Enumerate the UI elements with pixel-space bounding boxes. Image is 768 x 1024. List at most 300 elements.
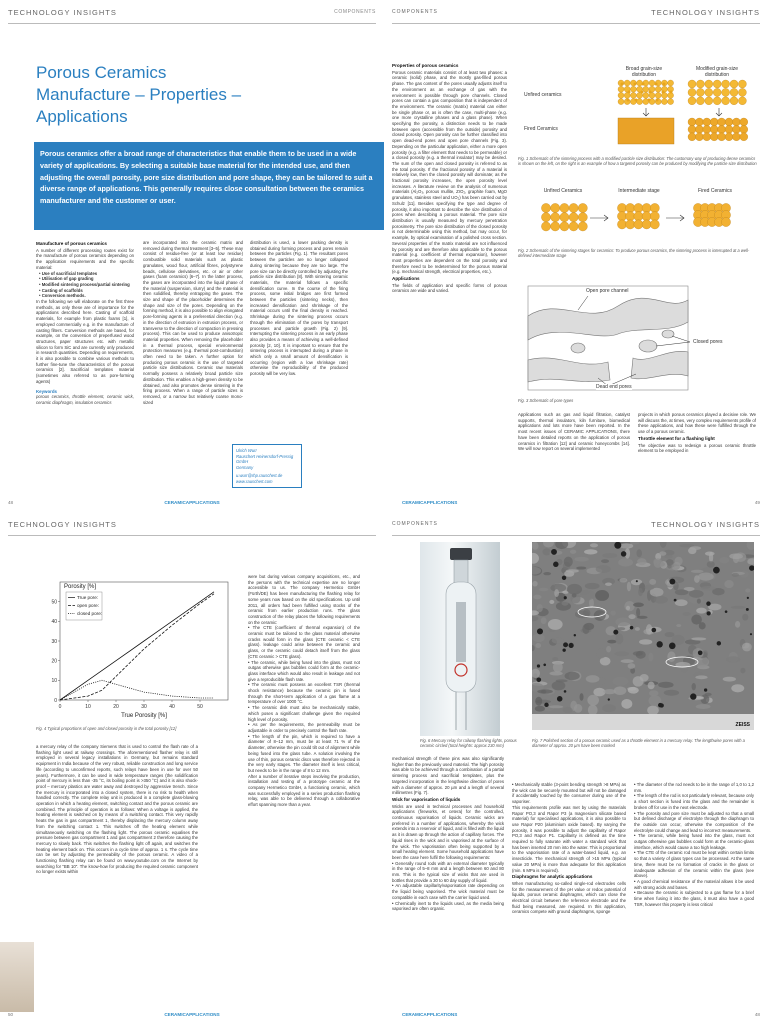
grain-texture xyxy=(658,682,673,688)
pore xyxy=(551,549,557,555)
running-header xyxy=(8,8,376,22)
pore xyxy=(614,542,621,549)
grain xyxy=(642,220,651,229)
grain-texture xyxy=(638,588,643,596)
grain-texture xyxy=(664,690,679,696)
grain-texture xyxy=(543,572,551,575)
y-tick-label: 50 xyxy=(51,599,57,606)
grain-texture xyxy=(626,606,630,611)
label-modified: Modified grain-size distribution xyxy=(696,66,738,78)
fine-particle xyxy=(627,99,630,102)
fine-particle xyxy=(662,91,665,94)
column-3 xyxy=(638,412,756,500)
pore xyxy=(536,677,541,682)
label-broad: Broad grain-size distribution xyxy=(625,66,663,78)
grain-texture xyxy=(619,578,627,583)
paragraph: When manufacturing so-called single-rod electrodes cells for the measurement of the pH value or redox potential of liquids, porous ceramic diaphragms, which can close the electrical circuit between the reference electrode and the fluid being measured, are required. In this application, ceramics compete with ground diaphragms, sponge xyxy=(512,880,626,915)
particle xyxy=(730,97,738,105)
label-open-channel: Open pore channel xyxy=(586,288,629,294)
sem-texture xyxy=(532,542,754,730)
x-tick-label: 30 xyxy=(141,704,147,710)
particle xyxy=(696,88,704,96)
page-footer xyxy=(8,500,376,508)
grain-texture xyxy=(614,651,628,656)
fired-particle xyxy=(688,118,696,126)
header-section: TECHNOLOGY INSIGHTS xyxy=(651,8,760,17)
arrow-icon xyxy=(666,215,684,221)
grain-texture xyxy=(549,671,562,675)
particle xyxy=(688,80,696,88)
grain-texture xyxy=(649,579,656,585)
fired-particle xyxy=(732,133,740,141)
grain-texture xyxy=(532,616,538,622)
grain-texture xyxy=(742,614,748,621)
grain-texture xyxy=(665,632,675,637)
pore xyxy=(704,688,707,691)
porosity-chart xyxy=(36,574,236,724)
fine-particle xyxy=(634,83,637,86)
fired-particle xyxy=(725,118,733,126)
pore xyxy=(563,642,568,647)
list-item: • Generally round rods with an external diameter typically in the range of 5–8 mm and a length between 60 and 80 mm. This is the typical size of wicks that are used in bottles that provide a 30 to 60 day supply of liquid. xyxy=(392,860,504,883)
particle xyxy=(730,80,738,88)
fired-particle xyxy=(695,125,703,133)
grain-texture xyxy=(555,542,568,549)
grain xyxy=(634,220,643,229)
running-header xyxy=(8,520,376,534)
y-tick-label: 0 xyxy=(54,697,57,704)
grain-texture xyxy=(619,543,633,548)
figure-3-caption: Fig. 3 Schematic of pore types xyxy=(518,398,574,403)
grain-texture xyxy=(628,614,635,619)
grain-texture xyxy=(532,634,544,643)
particle xyxy=(705,88,713,96)
particle xyxy=(618,92,624,98)
footer-magazine: CERAMICAPPLICATIONS xyxy=(402,1012,458,1017)
paragraph: mechanical strength of these pins was also significantly higher than the previously used material. The high porosity was able to be achieved through a combination of a partial sintering process and sacrificial templates, plus the targeted incorporation in the lengthwise direction of pores with a diameter of approx. 20 µm and a length of several millimetres (Fig. 7). xyxy=(392,756,504,796)
title-line-2: Manufacture – Properties – xyxy=(36,85,242,104)
pore xyxy=(608,698,610,700)
pore xyxy=(636,580,638,582)
pore xyxy=(747,597,749,599)
grain-texture xyxy=(701,586,716,591)
grain-texture xyxy=(637,616,648,619)
grain-texture xyxy=(594,610,606,621)
list-item: • Because the ceramic is subjected to a gas flame for a brief time when fusing it into the glass, it must also have a good TSR, however this property is less critical xyxy=(634,890,754,907)
grain-texture xyxy=(732,573,739,577)
y-tick-label: 20 xyxy=(51,658,57,665)
y-tick-label: 40 xyxy=(51,619,57,626)
grain-texture xyxy=(731,684,744,692)
grain-texture xyxy=(535,706,545,712)
pore xyxy=(543,663,546,666)
fired-particle xyxy=(725,133,733,141)
list-item: • Use of sacrificial templates xyxy=(39,270,98,276)
pore xyxy=(564,690,567,693)
grain-texture xyxy=(542,548,550,555)
pore xyxy=(562,648,565,651)
pore xyxy=(574,634,576,636)
grain-texture xyxy=(636,608,640,617)
grain-texture xyxy=(564,557,573,567)
grain-texture xyxy=(574,704,582,713)
grain xyxy=(560,213,569,222)
column-2 xyxy=(143,240,243,498)
grain-texture xyxy=(689,590,704,598)
grain-texture xyxy=(731,606,746,609)
grain-texture xyxy=(535,643,541,648)
header-section: TECHNOLOGY INSIGHTS xyxy=(651,520,760,529)
y-axis-label: Porosity [%] xyxy=(64,584,97,590)
grain-texture xyxy=(648,682,655,690)
grain-texture xyxy=(588,705,598,716)
grain xyxy=(634,203,643,212)
sem-brand: ZEISS xyxy=(735,722,750,728)
list-item: • Utilisation of gap grading xyxy=(39,276,94,282)
grain-texture xyxy=(735,621,740,628)
header-rule xyxy=(392,23,760,24)
particle xyxy=(637,99,643,105)
particle xyxy=(722,97,730,105)
grain xyxy=(560,203,569,212)
grain xyxy=(626,220,635,229)
grain-texture xyxy=(627,687,636,691)
fired-particle xyxy=(732,125,740,133)
x-axis-label: True Porosity [%] xyxy=(121,713,167,719)
list-item: • The ceramic must possess an excellent TSR (thermal shock resistance) because the ceramic pin is fused through the short-term application of a gas flame at a temperature of over 1000 °C. xyxy=(248,682,360,705)
figure-4-chart xyxy=(36,574,236,724)
grain-texture xyxy=(553,662,563,673)
page-footer xyxy=(392,500,760,508)
list-item: • Chemically inert to the liquids used, as the media being vaporised are often organic. xyxy=(392,900,504,912)
particle xyxy=(713,97,721,105)
y-tick-label: 10 xyxy=(51,678,57,685)
x-tick-label: 20 xyxy=(113,704,119,710)
particle xyxy=(643,92,649,98)
paragraph: projects in which porous ceramics played a decisive role. We will discuss the, at times, very complex requirements profile of these applications, and how these were fulfilled through the use of a porous ceramic. xyxy=(638,412,756,435)
pore xyxy=(746,608,749,611)
pore xyxy=(749,565,754,570)
pore xyxy=(706,601,710,605)
list-item: • The porosity and pore size must be adjusted so that a small but defined discharge of electrolyte through the diaphragm to the outside can occur, otherwise the composition of the electrolyte could change and lead to incorrect measurements. xyxy=(634,810,754,833)
grain-texture xyxy=(602,553,617,558)
grain xyxy=(541,213,550,222)
grain-texture xyxy=(552,681,566,690)
author-company: Rauschert Heinersdorf-Pressig GmbH xyxy=(236,453,294,464)
section-heading: Applications xyxy=(392,276,420,282)
column-1 xyxy=(36,744,198,1012)
grain-texture xyxy=(567,584,582,595)
fine-particle xyxy=(656,99,659,102)
particle xyxy=(630,86,636,92)
fired-particle xyxy=(695,118,703,126)
grain-texture xyxy=(659,551,666,555)
grain-texture xyxy=(667,564,671,569)
author-box xyxy=(232,444,302,488)
grain-texture xyxy=(745,588,750,592)
grain-texture xyxy=(562,601,569,606)
pore xyxy=(717,641,721,645)
particle xyxy=(668,99,674,105)
grain-texture xyxy=(532,669,540,678)
pore xyxy=(537,664,540,667)
fired-particle xyxy=(695,133,703,141)
grain-texture xyxy=(742,643,752,652)
running-header xyxy=(392,8,760,22)
fired-particle xyxy=(725,125,733,133)
figure-3 xyxy=(518,282,758,394)
grain-texture xyxy=(576,566,586,569)
fine-particle xyxy=(628,91,631,94)
header-rubric: COMPONENTS xyxy=(392,9,438,15)
grain-texture xyxy=(645,585,655,590)
header-rule xyxy=(8,23,376,24)
grain-texture xyxy=(587,695,599,706)
grain-texture xyxy=(747,558,754,565)
paragraph: distribution is used, a lower packing density is obtained during forming process and pores remain between the particles (Fig. 1). The resultant pores between the particles are no longer collapsed during sintering because they are too large. The pore size can be directly controlled by adjusting the particle size distribution [8]. With sintering ceramic materials, the material follows a specific densification curve. In the course of the firing process, some initial bridges are first formed between the particles (sintering necks), then increased densification and shrinkage of the material occurs until the final density is reached. Shrinkage during the sintering process occurs through the elimination of the pores by transport processes and particle growth (Fig. 2) [9]. Interrupting the sintering process in an early phase also provides a means of achieving a well-defined porosity [2, 10]. It is important to ensure that the sintering process is interrupted during a phase in which only a small amount of densification is occurring (region with a low shrinkage rate) otherwise the reproducibility of the produced porosity will be very low. xyxy=(250,240,348,377)
grain-texture xyxy=(696,608,706,614)
figure-7-caption: Fig. 7 Polished section of a porous ceramic used as a throttle element in a mercury relay. The lengthwise pores with a diameter of approx. 20 µm have been marked xyxy=(532,738,745,749)
fine-particle xyxy=(635,99,638,102)
grain-texture xyxy=(532,581,537,587)
arrow-icon xyxy=(643,108,649,116)
grain-texture xyxy=(723,677,736,682)
grain-texture xyxy=(532,645,535,651)
grain-texture xyxy=(664,554,672,558)
particle xyxy=(722,88,730,96)
label-stage-1: Unfired Ceramics xyxy=(543,188,583,194)
relay-illustration xyxy=(420,542,500,736)
section-heading: Properties of porous ceramics xyxy=(392,63,459,68)
grain xyxy=(578,203,587,212)
grain xyxy=(642,203,651,212)
grain-texture xyxy=(535,697,542,706)
pore xyxy=(613,630,618,635)
footer-magazine: CERAMICAPPLICATIONS xyxy=(402,500,458,505)
grain-texture xyxy=(698,573,714,581)
fired-particle xyxy=(718,133,726,141)
author-website[interactable]: www.rauschert.com xyxy=(236,478,273,484)
grain-texture xyxy=(595,590,609,601)
grain-texture xyxy=(541,617,547,624)
grain-texture xyxy=(549,705,563,708)
list-item: • The diameter of the rod needs to be in the range of 1,0 to 1,2 mm. xyxy=(634,782,754,793)
label-stage-3: Fired Ceramics xyxy=(698,188,732,194)
grain-texture xyxy=(747,542,754,550)
paragraph: The objective was to redesign a porous ceramic throttle element to be employed in xyxy=(638,442,756,454)
grain xyxy=(617,220,626,229)
grain-texture xyxy=(565,672,580,680)
grain-texture xyxy=(537,689,553,693)
header-section: TECHNOLOGY INSIGHTS xyxy=(8,520,117,529)
page-number: 49 xyxy=(754,500,760,505)
grain-texture xyxy=(613,677,629,686)
pore xyxy=(658,703,663,708)
paragraph: In the following we will elaborate on the first three methods, as only these are of importance for the applications described here. Casting of scaffold materials, for example from plastic foams [1], is employed commercially e.g. in the manufacture of casting filters. Conversion methods are based, for example, on the conversion of preperfused wood structures, paper structures etc. with metallic silicon to form SiC and are currently only produced in research quantities. Depending on requirements, it is also possible to combine various methods to further fine-tune the characteristics of the porous ceramics [2]. Sacrificial templates material (sometimes also referred to as pore-forming agents) xyxy=(36,299,134,384)
section-heading: Wick for vaporisation of liquids xyxy=(392,796,461,802)
grain-texture xyxy=(646,624,652,634)
particle xyxy=(705,80,713,88)
grain-texture xyxy=(605,582,612,585)
particle xyxy=(649,80,655,86)
article-title xyxy=(36,62,336,128)
grain-texture xyxy=(636,651,646,659)
grain xyxy=(617,203,626,212)
list-item: • The ceramic, while being fused into the glass, must not outgas otherwise gas bubbles could form at the ceramic-glass interface which would also result in leakage and not give a reproducible flash rate. xyxy=(248,659,360,682)
grain xyxy=(650,220,659,229)
grain-texture xyxy=(574,557,588,562)
particle xyxy=(688,97,696,105)
particle xyxy=(655,86,661,92)
grain-texture xyxy=(657,562,666,567)
grain-texture xyxy=(689,546,701,550)
grain xyxy=(560,222,569,231)
figure-2 xyxy=(518,186,758,244)
list-item: • Mechanically stable (3-point bending strength >8 MPa) as the wick can be securely mounted but will not be damaged if accidentally touched by the consumer during use of the vaporiser. xyxy=(512,782,626,805)
grain-texture xyxy=(628,663,636,669)
grain-texture xyxy=(585,583,600,589)
grain xyxy=(634,212,643,221)
grain xyxy=(569,203,578,212)
grain-texture xyxy=(549,600,554,604)
arrow-icon xyxy=(590,215,608,221)
grain-texture xyxy=(610,610,615,615)
grain-texture xyxy=(606,646,611,653)
particle xyxy=(618,86,624,92)
grain-texture xyxy=(729,553,743,559)
column-2 xyxy=(512,782,626,1012)
paragraph: The fields of application and specific forms of porous ceramics are wide and varied. xyxy=(392,282,507,294)
header-rule xyxy=(392,535,760,536)
paragraph: Porous ceramic materials consist of at least two phases: a ceramic (solid) phase, and the mostly gas-filled porous phase. The gas content of the pores usually adjusts itself to the environment as an exchange of gas with the environment is possible through pore channels. Closed pores can contain a gas composition that is independent of the environment. The ceramic (matrix) material can either be single phase or, as is often the case, multi-phase (e.g. one more crystalline phases and a glass phase). When specifying the porosity, a distinction needs to be made between open (accessible from the outside) porosity and closed porosity. Open porosity can be further classified into open dead-end pores and open pore channels (Fig. 3). Depending on the particular application, either a more open porosity (e.g. a filter element that needs to be permeable) or a closed porosity (e.g. a thermal insulator) may be desired. The sum of the open and closed porosity is referred to as the total porosity. If the fractional porosity of a material is relatively low, then the closed porosity will dominate; as the fractional porosity increases, the open porosity level increases. A literature review on the analysis of numerous materials (Al₂O₃, porous mullite, ZrO₂, graphite foam, MgO granulates, stainless steel and UO₂) has been carried out by Schulz [11]. Besides specifying the type and degree of porosity, it also important to describe the size distribution of pores when describing a porous material. The pore size distribution is usually measured by mercury penetration porosimetry. The pore size distribution of the closed porosity is not determinable using this method, but may occur, for example, by optical examination of a polished cross section. Several properties of the matrix material are not influenced by porosity and are therefore also applicable to the porous material (e.g. coefficient of thermal expansion), however most properties are dependent on the total porosity and therefore need to be redetermined for the porous material (e.g. mechanical strength, electrical properties, etc.). xyxy=(392,69,507,275)
page-number: 50 xyxy=(8,1012,14,1017)
grain-texture xyxy=(691,570,704,573)
pore xyxy=(698,650,703,655)
list-item: • The CTE of the ceramic rod must be kept within certain limits so that a variety of glass types can be processed. At the same time, there must be no formation of cracks in the glass or inadequate adhesion of the ceramic within the glass (see above). xyxy=(634,850,754,879)
page-footer xyxy=(8,1012,376,1020)
lead-paragraph: Porous ceramics offer a broad range of characteristics that enable them to be used in a wide variety of applications. By selecting a suitable base material for the intended use, and then adjusting the overall porosity, pore size distribution and pore shape, they can be tailored to suit a diverse range of applications. This generally requires close consultation between the ceramics manufacturer and the customer or user. xyxy=(40,149,373,206)
grain-texture xyxy=(660,542,667,548)
sem-micrograph xyxy=(532,542,754,730)
list-item: • An adjustable capillarity/vaporisation rate depending on the liquid being vaporised. The wick material must be compatible in each case with the carrier liquid used. xyxy=(392,883,504,900)
grain xyxy=(569,213,578,222)
paragraph: This requirements profile was met by using the materials Rapor PO,3 and Rapor P3 (a magnesium silicate based material) for specialised applications, it is also possible to use Rapor P20 (aluminium oxide based). By varying the porosity, it was possible to adjust the capillarity of Rapor PO,3 and Rapor P1. Capillarity is defined as the time required to fully saturate with water a standard wick that has been inserted 20 mm into the water. This is proportional to the vaporisation rate of a water-based liquid, e.g. an insecticide. The mechanical strength of >15 MPa (typical value 20 MPa) is more than adequate for this application (min. 6 MPa is required). xyxy=(512,804,626,873)
grain-texture xyxy=(615,617,630,626)
mercury-relay-photo xyxy=(420,542,500,736)
pore xyxy=(725,610,728,613)
pore xyxy=(750,633,752,635)
grain-texture xyxy=(621,699,632,709)
particle xyxy=(618,99,624,105)
figure-6-caption: Fig. 6 Mercury relay for railway flashing lights, porous ceramic circled (total heights: approx 230 mm) xyxy=(420,738,517,749)
figure-3-diagram xyxy=(518,282,758,394)
paragraph: a mercury relay of the company Siemens that is used to control the flash rate of a flashing light used at railway crossings. The aforementioned flasher relay is still employed in several legacy installations in Germany, but remains standard equipment in India because of the very robust, reliable construction and long service life (according to unconfirmed reports, such relays have been in use for over 50 years). Furthermore, it can be used in wide temperature ranges (the solidification point of mercury is less than -35 °C, its boiling point is >350 °C) and it is also shock-proof – mercury plastics are water away and destroyed by aggressive trench. Since the mercury is incorporated into a closed system, there is no risk to health when handled correctly. The complete relay unit is produced in a complete glass-blowing operation in which a heating element, switching contact and the porous ceramic are combined. The principle of operation is as follows: When a voltage is applied, the heating element is switched on by means of a switching contact. This very rapidly heats the gas in gas compartment 1, thereby displacing the mercury column away from the switching contact 1. This switches off the heating element while simultaneously switching on the flashing light. The porous ceramic equalises the pressure between gas compartment 1 and gas compartment 2 therefore causing the mercury to slowly back. This switches the flashing light off again, and switches the heating element back on. This occurs in a cycle time of approx. 1 s. The cycle time can be set by adjusting the permeability of the porous ceramic. A video of a functioning flashing relay can be found on www.youtube.com on the Internet by searching for "BB 10". The know-how for producing the required ceramic component no longer exists within xyxy=(36,744,198,875)
grain xyxy=(626,203,635,212)
grain-texture xyxy=(621,659,634,663)
grain-texture xyxy=(596,565,611,573)
grain-texture xyxy=(602,704,616,712)
grain-texture xyxy=(607,640,616,644)
list-item: • A good chemical resistance of the material allows it be used with strong acids and bases. xyxy=(634,878,754,890)
ceramic-rods-photo xyxy=(0,942,34,1012)
column-2 xyxy=(248,574,360,1012)
author-email[interactable]: u.wurr@rhp.rauschert.de xyxy=(236,473,283,478)
fired-particle xyxy=(688,125,696,133)
grain-texture xyxy=(648,653,653,662)
grain-texture xyxy=(539,588,549,592)
paragraph: A number of different processing routes exist for the manufacture of porous ceramics depending on the application requirements and the specific material: xyxy=(36,247,134,270)
pore xyxy=(690,693,696,699)
x-tick-label: 10 xyxy=(85,704,91,710)
grain-texture xyxy=(584,549,597,554)
fine-particle xyxy=(642,83,645,86)
list-item: • The length of the pin, which is required to have a diameter of 8–12 mm, must be at least 71 % of the diameter, otherwise the pin could tilt out of alignment while being fused into the glass tube. A solution involving the use of thin, porous ceramic discs was therefore rejected in the very early stages. The diameter itself is less critical, but needs to be in the range of 8 to 12 mm. xyxy=(248,733,360,773)
grain-texture xyxy=(543,542,554,547)
pore xyxy=(707,611,711,615)
fired-particle xyxy=(718,118,726,126)
grain-texture xyxy=(570,550,576,554)
grain xyxy=(551,222,560,231)
grain-texture xyxy=(699,622,706,629)
particle xyxy=(713,80,721,88)
paragraph: Applications such as gas and liquid filtration, catalyst supports, thermal insulators, kiln furniture, biomedical applications and lots more have been reported. In the most recent issues of CERAMIC APPLICATIONS, there have been detailed reports on the application of porous ceramics in filtration [12] and ceramic honeycombs [14]. We will now report on several implemented xyxy=(518,412,630,452)
pore xyxy=(669,643,676,650)
running-header xyxy=(392,520,760,534)
grain xyxy=(721,217,730,226)
fired-particle xyxy=(740,118,748,126)
list-item: • As per the requirements, the permeability must be adjustable in order to precisely control the flash rate. xyxy=(248,722,360,733)
legend-label: open pore: xyxy=(77,603,99,608)
grain-texture xyxy=(624,601,634,611)
label-fired: Fired Ceramics xyxy=(524,126,558,132)
grain-texture xyxy=(697,599,701,604)
x-tick-label: 0 xyxy=(58,704,62,710)
figure-1-caption: Fig. 1 Schematic of the sintering process with a modified particle size distribution: The customary way of producing dense ceramics is shown on the left, on the right is an example of how a targeted porosity can be produced by modifying the particle size distribution xyxy=(518,156,757,167)
grain-texture xyxy=(615,633,623,644)
list-item: • The ceramic disk must also be mechanically stable, which poses a significant challenge given the required high level of porosity. xyxy=(248,705,360,722)
grain-texture xyxy=(617,627,625,630)
page-1 xyxy=(0,0,384,512)
grain-texture xyxy=(554,589,559,597)
grain xyxy=(642,212,651,221)
grain-texture xyxy=(533,595,541,600)
grain xyxy=(541,203,550,212)
list-item: • The CTE (coefficient of thermal expansion) of the ceramic must be tailored to the glass material otherwise cracks would form in the glass (CTE ceramic < CTE glass). leakage could arise between the ceramic and glass, or the ceramic could detach itself from the glass (CTE ceramic > CTE glass). xyxy=(248,625,360,659)
author-country: Germany xyxy=(236,464,254,470)
particle xyxy=(696,97,704,105)
grain-texture xyxy=(696,704,711,709)
fine-particle xyxy=(648,99,651,102)
grain-texture xyxy=(724,580,733,588)
legend-label: True pore: xyxy=(77,595,99,600)
x-tick-label: 50 xyxy=(197,704,203,710)
section-heading: Throttle element for a flashing light xyxy=(638,435,715,441)
grain-texture xyxy=(709,552,713,563)
grain-texture xyxy=(719,557,729,563)
section-heading: Diaphragms for analytic applications xyxy=(512,874,593,880)
grain-texture xyxy=(695,675,707,679)
grain xyxy=(650,212,659,221)
figure-2-diagram xyxy=(518,186,758,244)
label-closed-pores: Closed pores xyxy=(693,339,723,345)
list-item: • The length of the rod is not particularly relevant, because only a short section is fused into the glass and the remainder is broken off for use in the next electrode. xyxy=(634,793,754,810)
grain-texture xyxy=(537,604,543,612)
grain-texture xyxy=(740,668,745,674)
fired-particle xyxy=(703,133,711,141)
grain-texture xyxy=(627,582,631,592)
fired-particle xyxy=(710,133,718,141)
paragraph: were but during various company acquisitions, etc., and the persons with the technical expertise are no longer accessible to us. The company Hermetico GmbH (Fürth/DE) has been manufacturing the flashing relay for some years now based on the old specifications. Up until 2011, all orders had been fulfilled using stocks of the ceramic from earlier production runs. The glass construction of the relay places the following requirements on the ceramic: xyxy=(248,574,360,625)
